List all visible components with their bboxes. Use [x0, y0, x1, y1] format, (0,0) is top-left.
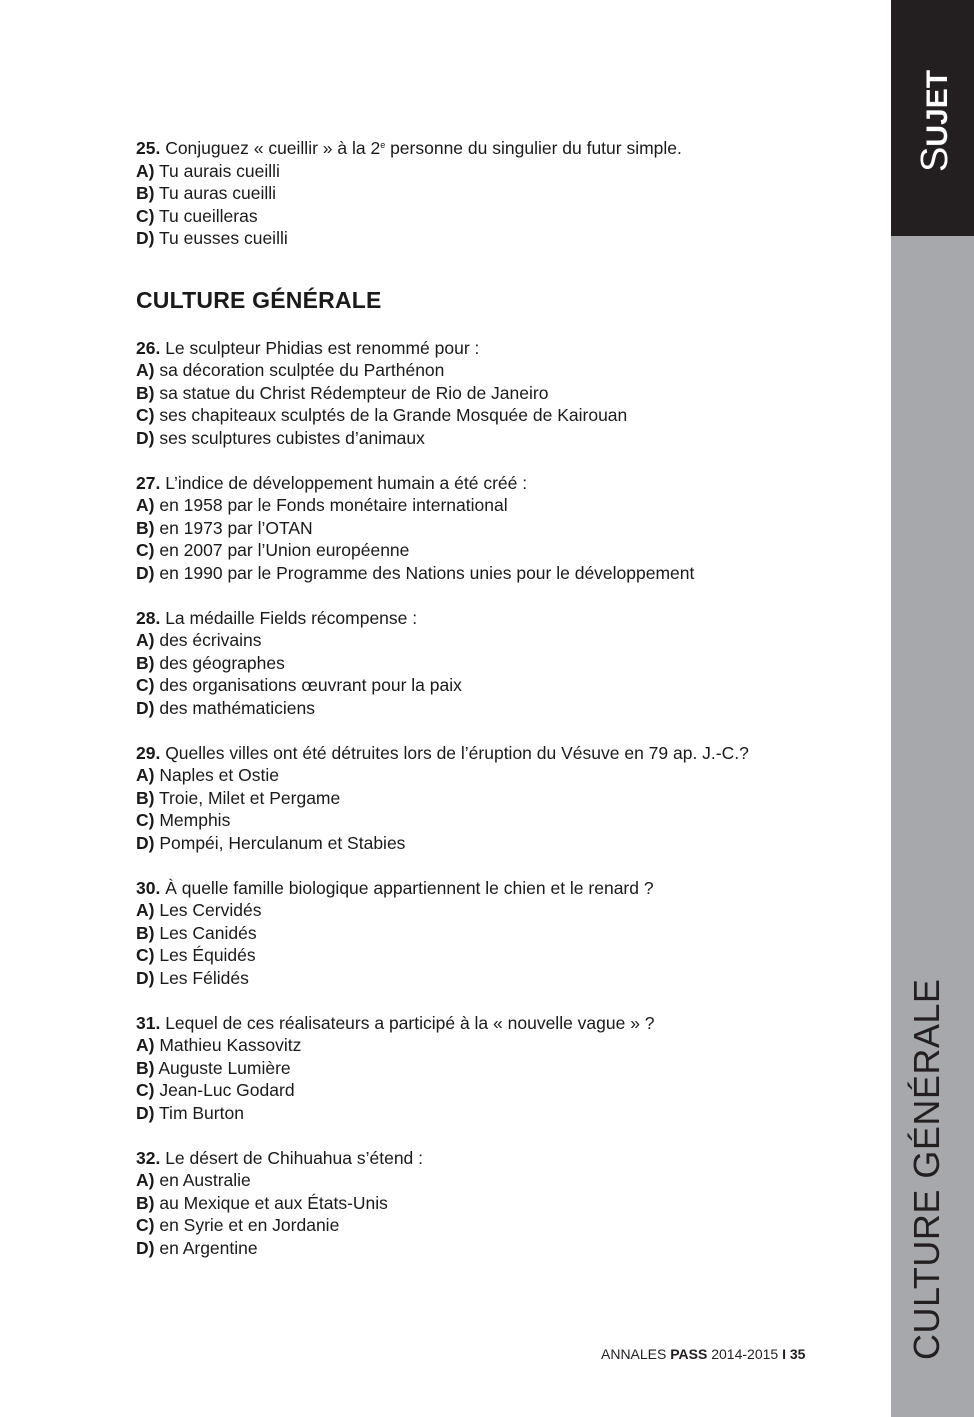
option-letter: B)	[136, 787, 155, 808]
option-b	[136, 922, 856, 945]
option-d	[136, 967, 856, 990]
option-letter: D)	[136, 832, 155, 853]
option-d	[136, 697, 856, 720]
option-a	[136, 160, 856, 183]
question-27	[136, 472, 856, 585]
option-letter: B)	[136, 517, 155, 538]
question-number: 26.	[136, 337, 161, 358]
superscript: e	[380, 140, 386, 150]
option-letter: D)	[136, 1102, 155, 1123]
option-c	[136, 539, 856, 562]
text-span: ses chapiteaux sculptés de la Grande Mosquée de Kairouan	[154, 405, 628, 425]
text-span: Mathieu Kassovitz	[154, 1035, 302, 1055]
option-c	[136, 674, 856, 697]
question-number: 27.	[136, 472, 161, 493]
text-span: UJET	[921, 69, 954, 147]
text-span: Troie, Milet et Pergame	[154, 787, 341, 808]
option-b	[136, 652, 856, 675]
option-letter: B)	[136, 1057, 155, 1078]
option-letter: C)	[136, 205, 155, 226]
option-b	[136, 1057, 856, 1080]
question-number: 25.	[136, 138, 161, 158]
option-letter: A)	[136, 765, 155, 785]
option-d	[136, 1102, 856, 1125]
option-c	[136, 1214, 856, 1237]
option-letter: A)	[136, 1170, 155, 1190]
option-a	[136, 899, 856, 922]
text-span: sa décoration sculptée du Parthénon	[154, 360, 445, 380]
text-span: Tu auras cueilli	[154, 183, 277, 203]
text-span: des écrivains	[154, 630, 262, 650]
text-span: Auguste Lumière	[154, 1057, 291, 1078]
question-number: 31.	[136, 1012, 161, 1033]
text-span: en Argentine	[154, 1237, 258, 1258]
text-span: La médaille Fields récompense :	[160, 607, 418, 628]
sidebar-sujet-label	[914, 69, 956, 172]
section-title: CULTURE GÉNÉRALE	[136, 286, 382, 313]
text-span: Tu cueilleras	[154, 205, 258, 226]
page-content	[136, 137, 856, 1282]
question-text	[136, 1147, 856, 1170]
option-b	[136, 182, 856, 205]
option-letter: D)	[136, 562, 155, 583]
question-text	[136, 137, 856, 160]
option-letter: C)	[136, 810, 155, 830]
option-a	[136, 494, 856, 517]
option-letter: B)	[136, 382, 155, 403]
text-span: Les Félidés	[154, 967, 249, 988]
question-30	[136, 877, 856, 990]
question-text	[136, 607, 856, 630]
question-number: 32.	[136, 1147, 161, 1168]
option-letter: A)	[136, 630, 155, 650]
question-number: 29.	[136, 742, 161, 763]
text-span: Le désert de Chihuahua s’étend :	[160, 1147, 424, 1168]
option-d	[136, 1237, 856, 1260]
text-span: des mathématiciens	[154, 697, 315, 718]
text-span: Jean-Luc Godard	[154, 1080, 295, 1100]
page-footer	[601, 1346, 805, 1362]
text-span: en 1958 par le Fonds monétaire international	[154, 495, 508, 515]
question-text	[136, 877, 856, 900]
text-span: Memphis	[154, 810, 231, 830]
option-b	[136, 382, 856, 405]
option-letter: D)	[136, 228, 155, 248]
text-span: Tu aurais cueilli	[154, 160, 280, 181]
footer-years: 2014-2015	[707, 1346, 783, 1362]
option-letter: C)	[136, 1215, 155, 1235]
option-letter: B)	[136, 1192, 155, 1213]
text-span: en Australie	[154, 1170, 251, 1190]
text-span: Le sculpteur Phidias est renommé pour :	[160, 337, 480, 358]
option-letter: D)	[136, 1237, 155, 1258]
option-letter: C)	[136, 675, 155, 695]
text-span: en 1990 par le Programme des Nations unies pour le développement	[154, 562, 695, 583]
option-d	[136, 562, 856, 585]
option-c	[136, 809, 856, 832]
question-text	[136, 472, 856, 495]
text-span: S	[914, 146, 956, 172]
option-letter: C)	[136, 540, 155, 560]
question-text	[136, 1012, 856, 1035]
question-31	[136, 1012, 856, 1125]
option-a	[136, 359, 856, 382]
option-letter: C)	[136, 405, 155, 425]
footer-pass: PASS	[670, 1346, 708, 1362]
text-span: Tu eusses cueilli	[154, 228, 288, 248]
text-span: Tim Burton	[154, 1102, 244, 1123]
option-d	[136, 227, 856, 250]
option-a	[136, 1169, 856, 1192]
option-d	[136, 427, 856, 450]
question-29	[136, 742, 856, 855]
option-b	[136, 1192, 856, 1215]
question-number: 28.	[136, 607, 161, 628]
question-26	[136, 337, 856, 450]
text-span: Lequel de ces réalisateurs a participé à la « nouvelle vague » ?	[160, 1012, 655, 1033]
text-span: Pompéi, Herculanum et Stabies	[154, 832, 406, 853]
option-c	[136, 205, 856, 228]
page-number: 35	[785, 1346, 806, 1362]
option-b	[136, 787, 856, 810]
option-a	[136, 629, 856, 652]
text-span: au Mexique et aux États-Unis	[154, 1192, 388, 1213]
option-d	[136, 832, 856, 855]
option-letter: A)	[136, 900, 155, 920]
option-letter: D)	[136, 967, 155, 988]
text-span: Les Canidés	[154, 922, 257, 943]
question-25	[136, 137, 856, 250]
question-32	[136, 1147, 856, 1260]
text-span: sa statue du Christ Rédempteur de Rio de Janeiro	[154, 382, 549, 403]
sidebar-section-label: CULTURE GÉNÉRALE	[906, 978, 947, 1360]
text-span: À quelle famille biologique appartiennent le chien et le renard ?	[160, 877, 654, 898]
option-c	[136, 404, 856, 427]
option-letter: A)	[136, 495, 155, 515]
option-letter: A)	[136, 360, 155, 380]
text-span: Quelles villes ont été détruites lors de l’éruption du Vésuve en 79 ap. J.-C.?	[160, 742, 749, 763]
option-c	[136, 944, 856, 967]
question-28	[136, 607, 856, 720]
footer-separator: I	[782, 1346, 786, 1362]
text-span: Les Cervidés	[154, 900, 262, 920]
option-letter: C)	[136, 945, 155, 965]
text-span: des organisations œuvrant pour la paix	[154, 675, 462, 695]
option-letter: A)	[136, 160, 155, 181]
option-a	[136, 1034, 856, 1057]
footer-annales: ANNALES	[601, 1346, 671, 1362]
option-letter: B)	[136, 183, 155, 203]
option-letter: B)	[136, 652, 155, 673]
question-number: 30.	[136, 877, 161, 898]
option-letter: D)	[136, 427, 155, 448]
text-span: Naples et Ostie	[154, 765, 279, 785]
question-text	[136, 742, 856, 765]
text-span: Les Équidés	[154, 945, 256, 965]
text-span: ses sculptures cubistes d’animaux	[154, 427, 425, 448]
question-text	[136, 337, 856, 360]
text-span: personne du singulier du futur simple.	[385, 138, 682, 158]
option-b	[136, 517, 856, 540]
text-span: en 2007 par l’Union européenne	[154, 540, 410, 560]
option-letter: B)	[136, 922, 155, 943]
option-c	[136, 1079, 856, 1102]
option-letter: D)	[136, 697, 155, 718]
text-span: des géographes	[154, 652, 285, 673]
text-span: L’indice de développement humain a été créé :	[160, 472, 528, 493]
option-letter: A)	[136, 1035, 155, 1055]
text-span: en Syrie et en Jordanie	[154, 1215, 340, 1235]
option-letter: C)	[136, 1080, 155, 1100]
text-span: en 1973 par l’OTAN	[154, 517, 313, 538]
option-a	[136, 764, 856, 787]
text-span: Conjuguez « cueillir » à la 2	[160, 138, 381, 158]
